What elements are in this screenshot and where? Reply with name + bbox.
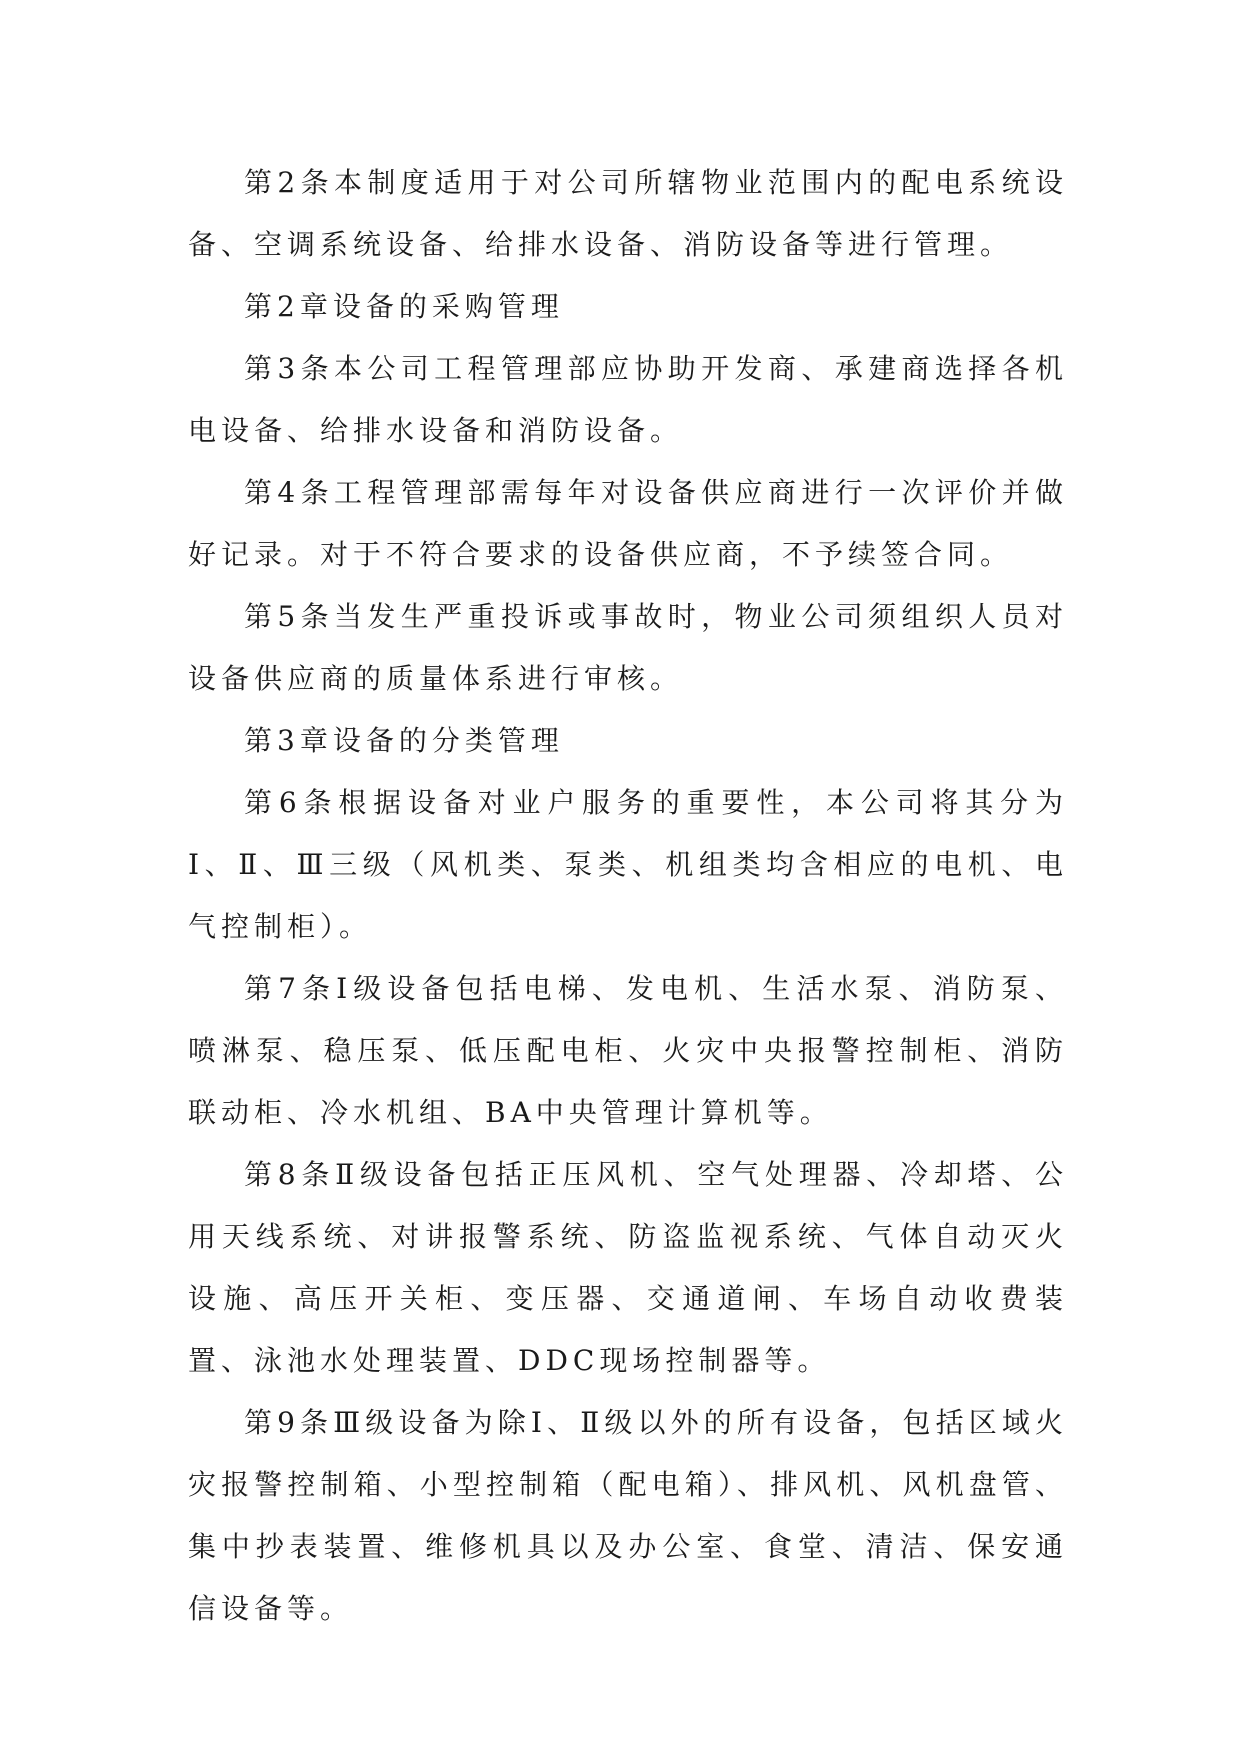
paragraph-article-9: 第9条Ⅲ级设备为除Ⅰ、Ⅱ级以外的所有设备，包括区域火灾报警控制箱、小型控制箱（配电箱）、排风机、风机盘管、集中抄表装置、维修机具以及办公室、食堂、清洁、保安通信设备等。 [188, 1406, 1068, 1625]
paragraph-article-8: 第8条Ⅱ级设备包括正压风机、空气处理器、冷却塔、公用天线系统、对讲报警系统、防盗监视系统、气体自动灭火设施、高压开关柜、变压器、交通道闸、车场自动收费装置、泳池水处理装置、DDC现场控制器等。 [188, 1158, 1068, 1377]
chapter-3-heading: 第3章设备的分类管理 [244, 724, 564, 757]
paragraph-article-6: 第6条根据设备对业户服务的重要性，本公司将其分为Ⅰ、Ⅱ、Ⅲ三级（风机类、泵类、机组类均含相应的电机、电气控制柜）。 [188, 786, 1068, 943]
paragraph-article-2: 第2条本制度适用于对公司所辖物业范围内的配电系统设备、空调系统设备、给排水设备、消防设备等进行管理。 [188, 166, 1068, 261]
paragraph-article-5: 第5条当发生严重投诉或事故时，物业公司须组织人员对设备供应商的质量体系进行审核。 [188, 600, 1068, 695]
document-body [188, 152, 1068, 1640]
paragraph-article-4: 第4条工程管理部需每年对设备供应商进行一次评价并做好记录。对于不符合要求的设备供应商，不予续签合同。 [188, 476, 1068, 571]
paragraph-article-3: 第3条本公司工程管理部应协助开发商、承建商选择各机电设备、给排水设备和消防设备。 [188, 352, 1068, 447]
chapter-2-heading: 第2章设备的采购管理 [244, 290, 564, 323]
paragraph-article-7: 第7条Ⅰ级设备包括电梯、发电机、生活水泵、消防泵、喷淋泵、稳压泵、低压配电柜、火灾中央报警控制柜、消防联动柜、冷水机组、BA中央管理计算机等。 [188, 972, 1068, 1129]
